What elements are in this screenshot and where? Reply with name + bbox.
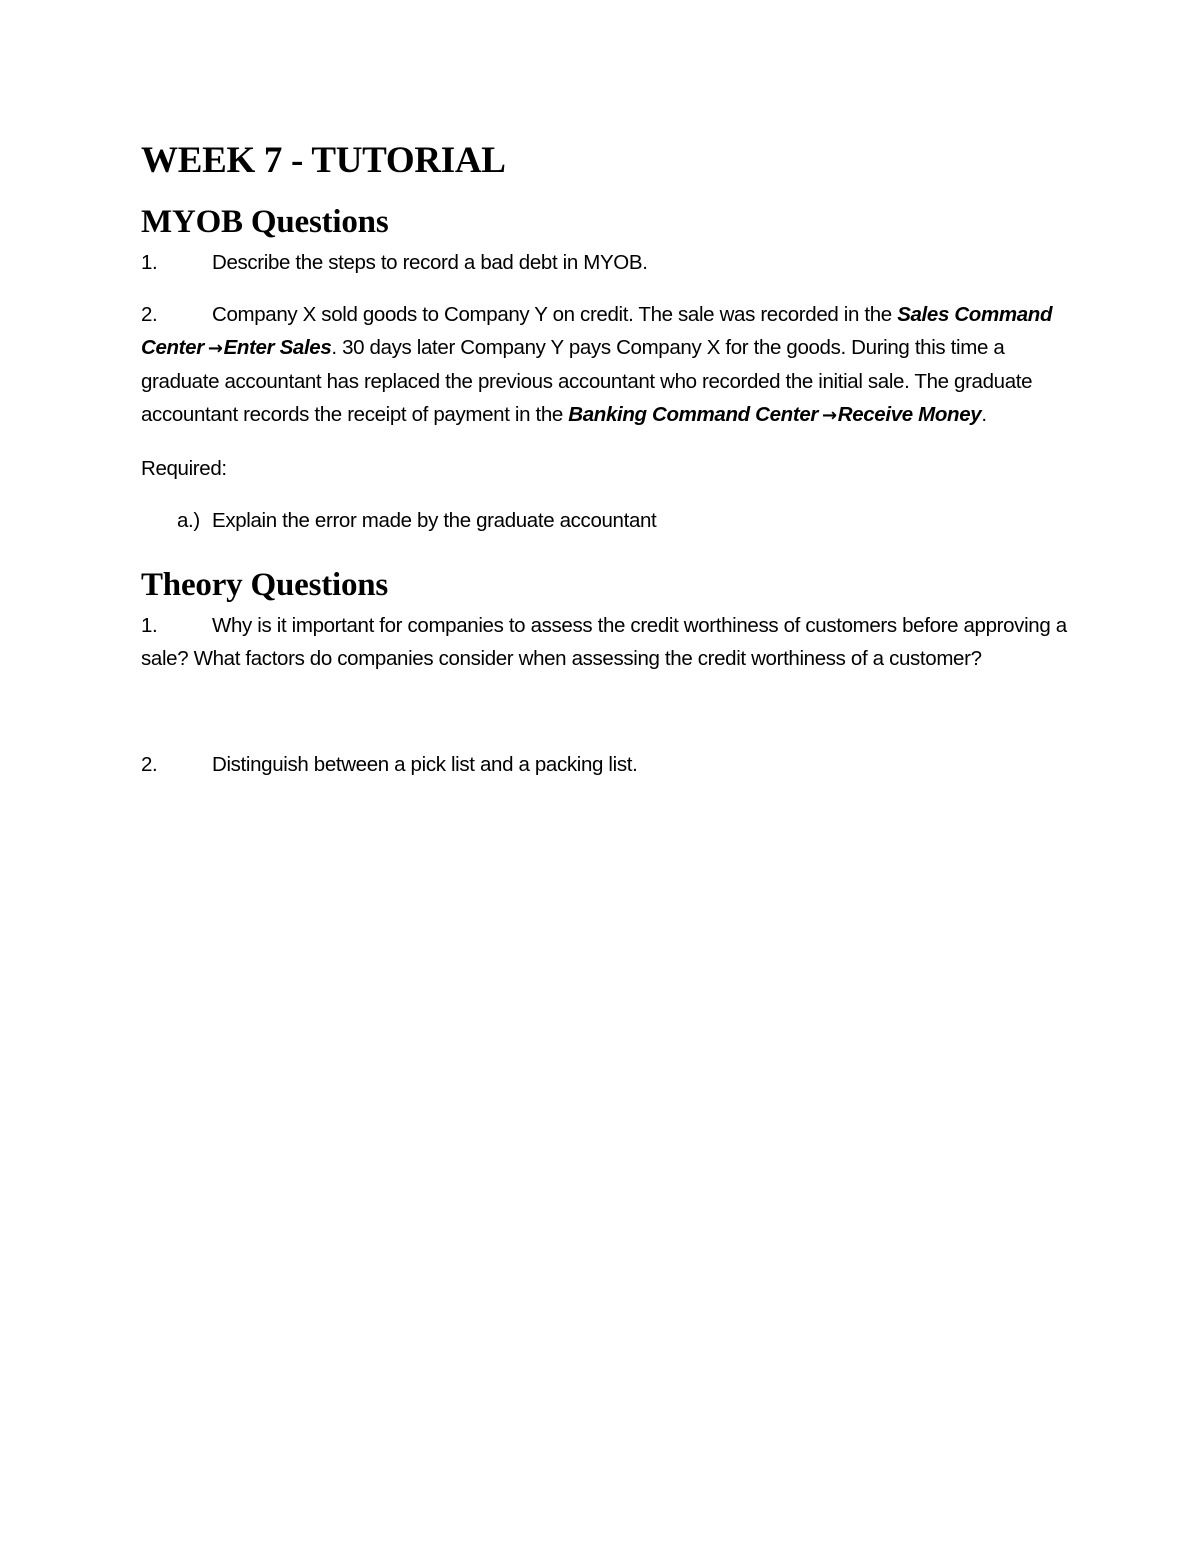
question-text: Describe the steps to record a bad debt in MYOB. [212,251,648,274]
myob-question-2 [141,298,1071,432]
question-text: Why is it important for companies to assess the credit worthiness of customers before approving a sale? What factors do companies consider when assessing the credit worthiness of a customer? [141,614,1067,670]
term-banking-command-center: Banking Command Center [568,403,819,426]
sub-question-text: Explain the error made by the graduate accountant [212,509,657,532]
right-arrow-icon: → [822,405,837,426]
term-enter-sales: Enter Sales [223,336,332,359]
sub-question-label: a.) [177,509,200,532]
question-text-part-c: . [981,403,987,426]
question-text: Distinguish between a pick list and a packing list. [212,753,638,776]
question-number: 2. [141,753,158,776]
right-arrow-icon: → [207,338,223,359]
theory-questions-heading: Theory Questions [141,567,389,603]
term-sales-command-center: Sales Command Center [141,303,1053,359]
question-number: 1. [141,614,158,637]
question-text-part-b: . 30 days later Company Y pays Company X for the goods. During this time a graduate accountant has replaced the previous accountant who recorded the initial sale. The graduate accountant records the receipt of payment in the [141,336,1033,426]
question-text-part-a: Company X sold goods to Company Y on credit. The sale was recorded in the [212,303,898,326]
theory-question-2 [141,748,1071,781]
required-label: Required: [141,457,227,480]
page-title: WEEK 7 - TUTORIAL [141,140,506,181]
theory-question-1 [141,609,1071,675]
document-content [141,138,1071,781]
term-receive-money: Receive Money [837,403,982,426]
myob-question-1 [141,246,1071,279]
myob-questions-heading: MYOB Questions [141,204,389,240]
question-number: 2. [141,303,158,326]
sub-question-a [141,504,1071,537]
question-number: 1. [141,251,158,274]
